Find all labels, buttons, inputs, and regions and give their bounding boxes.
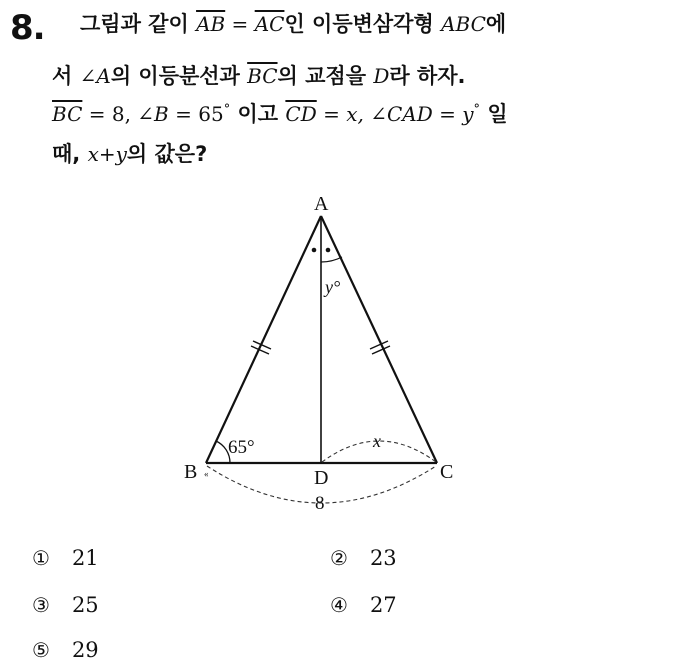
question-number: 8. <box>10 8 45 48</box>
choice-mark: ① <box>32 546 50 570</box>
label-length-x: x <box>373 431 381 451</box>
text: 의 값은? <box>126 142 208 166</box>
label-length-8: 8 <box>315 493 325 514</box>
text: 서 <box>52 64 80 88</box>
label-c: C <box>440 461 454 483</box>
choice-1[interactable] <box>32 546 99 570</box>
degree: ° <box>473 102 481 117</box>
equals: = <box>225 12 255 36</box>
choice-value: 23 <box>369 546 397 570</box>
text: 이고 <box>230 102 286 126</box>
small-mark: « <box>204 469 209 479</box>
choice-4[interactable] <box>330 593 397 617</box>
angle-cad: ∠CAD <box>370 102 433 126</box>
side-ab <box>206 216 321 463</box>
choice-value: 29 <box>71 638 99 662</box>
choice-value: 25 <box>71 593 99 617</box>
label-d: D <box>314 467 329 489</box>
segment-ab: $\overline{AB}$ <box>196 12 226 36</box>
text: 일 <box>480 102 508 126</box>
text: 그림과 같이 <box>80 12 197 36</box>
text: 때, <box>52 142 88 166</box>
text: 의 교점을 <box>277 64 374 88</box>
angle-a: ∠A <box>79 64 111 88</box>
segment-ac: $\overline{AC}$ <box>254 12 285 36</box>
expression-x-plus-y: x+y <box>87 142 127 166</box>
choice-mark: ③ <box>32 593 50 617</box>
label-angle-y: y° <box>325 277 341 297</box>
text: 인 이등변삼각형 <box>284 12 442 36</box>
segment-bc: $\overline{BC}$ <box>52 102 83 126</box>
cd-value: = x, <box>316 102 371 126</box>
point-d: D <box>373 64 390 88</box>
label-angle-b: 65° <box>228 437 255 458</box>
segment-bc: $\overline{BC}$ <box>247 64 278 88</box>
bc-value: = 8, <box>82 102 138 126</box>
angle-y-arc <box>321 257 342 262</box>
angle-cad-value: = y <box>432 102 474 126</box>
choice-mark: ⑤ <box>32 638 50 662</box>
label-b: B <box>184 461 198 483</box>
text: 라 하자. <box>389 64 466 88</box>
choice-3[interactable] <box>32 593 99 617</box>
choice-5[interactable] <box>32 638 99 662</box>
text: 에 <box>485 12 507 36</box>
angle-b: ∠B <box>137 102 169 126</box>
angle-b-value: = 65 <box>168 102 224 126</box>
choice-2[interactable] <box>330 546 397 570</box>
degree: ° <box>223 102 231 117</box>
choice-mark: ④ <box>330 593 348 617</box>
segment-cd: $\overline{CD}$ <box>285 102 317 126</box>
choice-value: 21 <box>71 546 99 570</box>
choice-value: 27 <box>369 593 397 617</box>
side-ac <box>321 216 437 463</box>
triangle-abc: ABC <box>441 12 486 36</box>
label-a: A <box>314 193 329 215</box>
text: 의 이등분선과 <box>110 64 248 88</box>
choice-mark: ② <box>330 546 348 570</box>
bisect-dot-right <box>326 248 331 253</box>
bisect-dot-left <box>312 248 317 253</box>
